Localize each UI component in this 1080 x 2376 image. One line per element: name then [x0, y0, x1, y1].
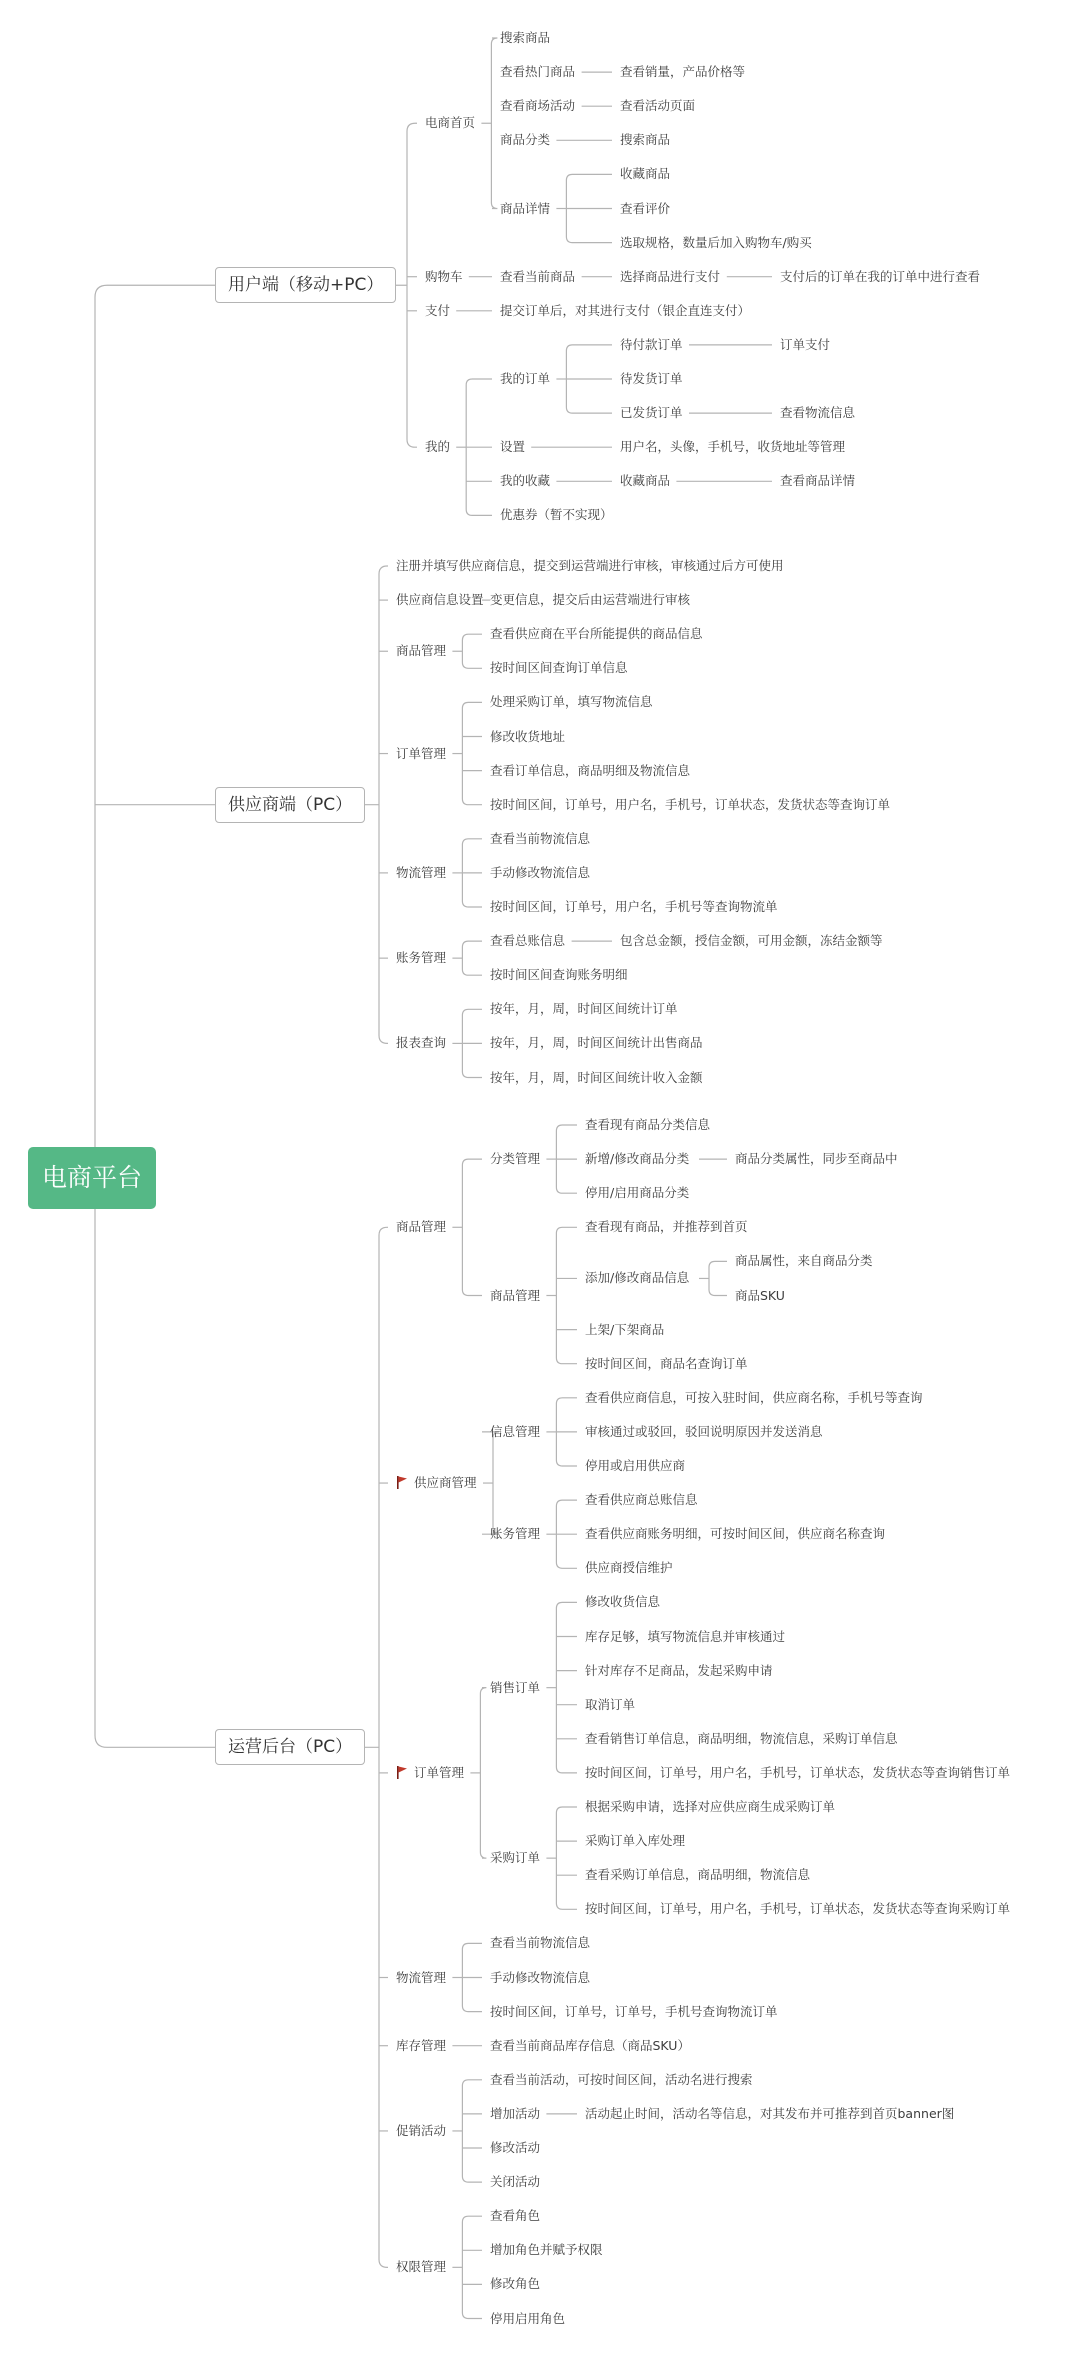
- mindmap-leaf: [585, 1492, 698, 1508]
- node-label: 提交订单后，对其进行支付（银企直连支付）: [500, 302, 751, 318]
- node-label: 查看当前物流信息: [490, 830, 591, 846]
- node-label: 查看热门商品: [500, 64, 576, 80]
- mindmap-leaf: [620, 235, 812, 251]
- mindmap-topic: [500, 98, 575, 114]
- mindmap-leaf: [490, 763, 690, 779]
- node-label: 供应商管理: [414, 1475, 477, 1491]
- node-label: 手动修改物流信息: [490, 1969, 591, 1985]
- node-label: 手动修改物流信息: [490, 864, 591, 880]
- node-label: 商品详情: [500, 200, 551, 216]
- node-label: 供应商授信维护: [585, 1560, 673, 1576]
- mindmap-topic: [500, 439, 525, 455]
- node-label: 库存管理: [396, 2037, 447, 2053]
- node-label: 按年，月，周，时间区间统计收入金额: [490, 1069, 703, 1085]
- mindmap-topic: [425, 269, 463, 285]
- node-label: 销售订单: [490, 1679, 541, 1695]
- mindmap-topic: [490, 1424, 540, 1440]
- node-label: 订单支付: [780, 336, 831, 352]
- node-label: 订单管理: [414, 1764, 465, 1780]
- mindmap-leaf: [585, 1629, 785, 1645]
- mindmap-topic: [396, 1219, 446, 1235]
- node-label: 查看供应商在平台所能提供的商品信息: [490, 626, 703, 642]
- node-label: 搜索商品: [500, 30, 551, 45]
- connector-line: [462, 1159, 482, 1295]
- mindmap-topic: [396, 2259, 446, 2275]
- mindmap-leaf: [585, 1390, 923, 1406]
- node-label: 关闭活动: [490, 2174, 541, 2190]
- node-label: 查看供应商总账信息: [585, 1492, 698, 1508]
- node-label: 商品属性，来自商品分类: [735, 1253, 873, 1269]
- node-label: 优惠券（暂不实现）: [500, 507, 613, 523]
- node-label: 商品分类属性，同步至商品中: [735, 1151, 898, 1167]
- node-label: 查看物流信息: [780, 405, 856, 421]
- mindmap-leaf: [585, 1697, 635, 1713]
- node-label: 取消订单: [585, 1696, 636, 1712]
- node-label: 待发货订单: [620, 371, 683, 386]
- branch-node: [215, 267, 396, 303]
- mindmap-topic: [425, 439, 450, 455]
- mindmap-topic: [396, 746, 446, 762]
- mindmap-topic: [490, 1526, 540, 1542]
- node-label: 我的: [425, 439, 451, 455]
- mindmap-leaf: [620, 98, 695, 114]
- node-label: 增加角色并赋予权限: [490, 2242, 603, 2258]
- node-label: 停用启用角色: [490, 2310, 566, 2326]
- node-label: 查看供应商账务明细，可按时间区间，供应商名称查询: [585, 1526, 886, 1542]
- mindmap-topic: [396, 950, 446, 966]
- node-label: 停用或启用供应商: [585, 1458, 686, 1473]
- node-label: 报表查询: [396, 1035, 447, 1051]
- mindmap-leaf: [490, 2140, 540, 2156]
- node-label: 按年，月，周，时间区间统计订单: [490, 1001, 678, 1017]
- node-label: 按时间区间，订单号，用户名，手机号，订单状态，发货状态等查询采购订单: [585, 1901, 1011, 1917]
- mindmap-leaf: [585, 1458, 685, 1474]
- mindmap-leaf: [620, 933, 883, 949]
- connector-line: [480, 1688, 486, 1859]
- node-label: 按时间区间，订单号，用户名，手机号等查询物流单: [490, 899, 778, 914]
- node-label: 按时间区间，订单号，用户名，手机号，订单状态，发货状态等查询销售订单: [585, 1764, 1011, 1780]
- node-label: 信息管理: [490, 1423, 541, 1439]
- flag-icon: [396, 1765, 408, 1779]
- node-label: 物流管理: [396, 864, 447, 880]
- node-label: 电商首页: [425, 115, 476, 131]
- mindmap-leaf: [585, 1117, 710, 1133]
- mindmap-topic: [585, 1270, 689, 1286]
- node-label: 收藏商品: [620, 166, 671, 182]
- mindmap-leaf: [735, 1288, 785, 1304]
- mindmap-leaf: [585, 1219, 748, 1235]
- mindmap-leaf: [585, 1560, 673, 1576]
- connector-line: [556, 1602, 577, 1773]
- node-label: 修改角色: [490, 2276, 541, 2292]
- mindmap-topic: [490, 933, 565, 949]
- mindmap-leaf: [735, 1253, 873, 1269]
- mindmap-leaf: [490, 865, 590, 881]
- mindmap-leaf: [780, 337, 830, 353]
- mindmap-topic: [585, 1151, 689, 1167]
- mindmap-leaf: [585, 1901, 1010, 1917]
- node-label: 处理采购订单，填写物流信息: [490, 694, 653, 710]
- mindmap-topic: [620, 269, 720, 285]
- mindmap-topic: [490, 2106, 540, 2122]
- node-label: 商品管理: [490, 1287, 541, 1303]
- mindmap-leaf: [620, 371, 683, 387]
- mindmap-leaf: [490, 2311, 565, 2327]
- node-label: 针对库存不足商品，发起采购申请: [585, 1662, 773, 1678]
- mindmap-topic: [500, 132, 550, 148]
- mindmap-leaf: [490, 797, 890, 813]
- mindmap-topic: [396, 865, 446, 881]
- mindmap-leaf: [585, 1663, 773, 1679]
- mindmap-topic: [500, 473, 550, 489]
- mindmap-leaf: [490, 2174, 540, 2190]
- mindmap-leaf: [490, 694, 653, 710]
- mindmap-leaf: [490, 2276, 540, 2292]
- connector-line: [462, 702, 482, 804]
- mindmap-leaf: [490, 1035, 703, 1051]
- mindmap-topic: [425, 303, 450, 319]
- node-label: 选择商品进行支付: [620, 268, 721, 284]
- node-label: 权限管理: [396, 2259, 447, 2275]
- node-label: 注册并填写供应商信息，提交到运营端进行审核，审核通过后方可使用: [396, 558, 784, 573]
- mindmap-leaf: [500, 507, 613, 523]
- mindmap-topic: [620, 337, 683, 353]
- node-label: 查看销量，产品价格等: [620, 64, 746, 80]
- node-label: 商品SKU: [735, 1287, 785, 1303]
- connector-line: [379, 566, 388, 1043]
- mindmap-leaf: [585, 1799, 835, 1815]
- mindmap-leaf: [620, 439, 845, 455]
- mindmap-leaf: [585, 1424, 823, 1440]
- mindmap-leaf: [490, 2004, 778, 2020]
- node-label: 变更信息，提交后由运营端进行审核: [490, 592, 691, 608]
- mindmap-leaf: [585, 1867, 810, 1883]
- connector-line: [379, 1227, 388, 2267]
- node-label: 修改收货地址: [490, 728, 566, 744]
- mindmap-leaf: [490, 1070, 703, 1086]
- mindmap-leaf: [585, 1731, 898, 1747]
- node-label: 上架/下架商品: [585, 1321, 665, 1337]
- branch-label: 用户端（移动+PC）: [228, 275, 384, 296]
- node-label: 停用/启用商品分类: [585, 1185, 690, 1201]
- node-label: 用户名，头像，手机号，收货地址等管理: [620, 439, 846, 455]
- node-label: 查看现有商品分类信息: [585, 1117, 711, 1132]
- connector-line: [95, 285, 215, 1747]
- root-node: 电商平台: [28, 1147, 156, 1209]
- node-label: 按时间区间查询订单信息: [490, 660, 628, 676]
- mindmap-leaf: [620, 64, 745, 80]
- mindmap-leaf: [585, 1765, 1010, 1781]
- node-label: 按年，月，周，时间区间统计出售商品: [490, 1035, 703, 1051]
- node-label: 根据采购申请，选择对应供应商生成采购订单: [585, 1799, 836, 1814]
- connector-line: [462, 634, 482, 668]
- node-label: 查看订单信息，商品明细及物流信息: [490, 762, 691, 778]
- mindmap-leaf: [620, 201, 670, 217]
- connector-line: [462, 2216, 482, 2318]
- node-label: 商品管理: [396, 1219, 447, 1235]
- node-label: 商品管理: [396, 643, 447, 659]
- mindmap-leaf: [490, 2242, 603, 2258]
- node-label: 活动起止时间，活动名等信息，对其发布并可推荐到首页banner图: [585, 2105, 955, 2121]
- node-label: 修改活动: [490, 2140, 541, 2155]
- mindmap-leaf: [620, 132, 670, 148]
- mindmap-leaf: [585, 1322, 664, 1338]
- node-label: 添加/修改商品信息: [585, 1270, 690, 1286]
- connector-line: [556, 1807, 577, 1909]
- mindmap-topic: [396, 1475, 477, 1491]
- mindmap-topic: [396, 1035, 446, 1051]
- node-label: 查看商场活动: [500, 98, 576, 114]
- node-label: 查看角色: [490, 2208, 541, 2224]
- node-label: 查看供应商信息，可按入驻时间，供应商名称，手机号等查询: [585, 1389, 923, 1405]
- node-label: 支付后的订单在我的订单中进行查看: [780, 268, 981, 284]
- mindmap-leaf: [585, 1594, 660, 1610]
- branch-label: 运营后台（PC）: [228, 1737, 353, 1758]
- mindmap-topic: [500, 269, 575, 285]
- node-label: 购物车: [425, 268, 463, 284]
- node-label: 修改收货信息: [585, 1594, 661, 1610]
- mindmap-leaf: [780, 473, 855, 489]
- mindmap-topic: [396, 592, 484, 608]
- node-label: 查看商品详情: [780, 473, 856, 489]
- mindmap-leaf: [490, 729, 565, 745]
- mindmap-leaf: [735, 1151, 898, 1167]
- mindmap-topic: [396, 643, 446, 659]
- mindmap-leaf: [490, 592, 690, 608]
- mindmap-topic: [500, 201, 550, 217]
- mindmap-topic: [620, 405, 683, 421]
- mindmap-leaf: [490, 831, 590, 847]
- mindmap-leaf: [490, 1001, 678, 1017]
- connector-line: [709, 1261, 727, 1295]
- node-label: 查看现有商品，并推荐到首页: [585, 1219, 748, 1235]
- node-label: 查看采购订单信息，商品明细，物流信息: [585, 1867, 811, 1883]
- mindmap-leaf: [490, 2208, 540, 2224]
- branch-node: [215, 1729, 365, 1765]
- node-label: 按时间区间，订单号，订单号，手机号查询物流订单: [490, 2003, 778, 2019]
- node-label: 账务管理: [490, 1526, 541, 1542]
- node-label: 查看当前活动，可按时间区间，活动名进行搜索: [490, 2071, 753, 2087]
- mindmap-topic: [490, 1151, 540, 1167]
- mindmap-topic: [500, 371, 550, 387]
- node-label: 已发货订单: [620, 405, 683, 421]
- node-label: 支付: [425, 302, 451, 318]
- mindmap-topic: [620, 473, 670, 489]
- node-label: 增加活动: [490, 2105, 541, 2121]
- node-label: 供应商信息设置: [396, 592, 484, 608]
- node-label: 库存足够，填写物流信息并审核通过: [585, 1628, 786, 1644]
- node-label: 按时间区间，商品名查询订单: [585, 1355, 748, 1371]
- connector-line: [556, 1227, 577, 1363]
- mindmap-leaf: [585, 1356, 748, 1372]
- node-label: 我的收藏: [500, 473, 551, 489]
- node-label: 按时间区间查询账务明细: [490, 967, 628, 983]
- connector-line: [462, 2080, 482, 2182]
- flag-icon: [396, 1475, 408, 1489]
- node-label: 物流管理: [396, 1969, 447, 1985]
- mindmap-topic: [396, 1765, 464, 1781]
- mindmap-leaf: [490, 967, 628, 983]
- node-label: 采购订单: [490, 1850, 541, 1866]
- node-label: 新增/修改商品分类: [585, 1151, 690, 1167]
- node-label: 查看活动页面: [620, 98, 696, 114]
- node-label: 审核通过或驳回，驳回说明原因并发送消息: [585, 1423, 823, 1439]
- node-label: 查看总账信息: [490, 933, 566, 949]
- mindmap-leaf: [780, 269, 980, 285]
- mindmap-leaf: [490, 2072, 753, 2088]
- mindmap-leaf: [500, 303, 750, 319]
- mindmap-topic: [396, 1970, 446, 1986]
- mindmap-topic: [425, 115, 475, 131]
- mindmap-topic: [396, 2038, 446, 2054]
- node-label: 待付款订单: [620, 336, 683, 352]
- mindmap-leaf: [585, 1833, 685, 1849]
- mindmap-leaf: [585, 1526, 885, 1542]
- mindmap-leaf: [396, 558, 784, 574]
- mindmap-leaf: [620, 166, 670, 182]
- node-label: 分类管理: [490, 1151, 541, 1167]
- mindmap-leaf: [585, 1185, 689, 1201]
- mindmap-leaf: [780, 405, 855, 421]
- node-label: 搜索商品: [620, 132, 671, 148]
- node-label: 查看当前商品: [500, 268, 576, 284]
- node-label: 收藏商品: [620, 473, 671, 489]
- node-label: 采购订单入库处理: [585, 1833, 686, 1849]
- node-label: 我的订单: [500, 371, 551, 386]
- node-label: 商品分类: [500, 132, 551, 148]
- connector-line: [462, 941, 482, 975]
- mindmap-leaf: [585, 2106, 954, 2122]
- node-label: 促销活动: [396, 2122, 447, 2138]
- mindmap-leaf: [490, 1935, 590, 1951]
- mindmap-topic: [396, 2123, 446, 2139]
- mindmap-leaf: [490, 660, 628, 676]
- mindmap-topic: [500, 64, 575, 80]
- node-label: 选取规格，数量后加入购物车/购买: [620, 234, 812, 250]
- connector-line: [491, 38, 497, 209]
- mindmap-leaf: [490, 626, 703, 642]
- node-label: 按时间区间，订单号，用户名，手机号，订单状态，发货状态等查询订单: [490, 796, 891, 812]
- mindmap-topic: [490, 1680, 540, 1696]
- mindmap-topic: [490, 1850, 540, 1866]
- mindmap-leaf: [490, 899, 778, 915]
- connector-line: [407, 123, 417, 447]
- node-label: 查看当前商品库存信息（商品SKU）: [490, 2037, 690, 2053]
- branch-node: [215, 787, 365, 823]
- mindmap-leaf: [500, 30, 550, 46]
- branch-label: 供应商端（PC）: [228, 794, 353, 815]
- mindmap-leaf: [490, 2038, 690, 2054]
- mindmap-leaf: [490, 1970, 590, 1986]
- mindmap-topic: [490, 1288, 540, 1304]
- node-label: 包含总金额，授信金额，可用金额，冻结金额等: [620, 933, 883, 949]
- node-label: 查看销售订单信息，商品明细，物流信息，采购订单信息: [585, 1730, 898, 1746]
- node-label: 查看评价: [620, 200, 671, 216]
- node-label: 订单管理: [396, 745, 447, 761]
- node-label: 查看当前物流信息: [490, 1935, 591, 1951]
- node-label: 设置: [500, 439, 526, 455]
- node-label: 账务管理: [396, 950, 447, 966]
